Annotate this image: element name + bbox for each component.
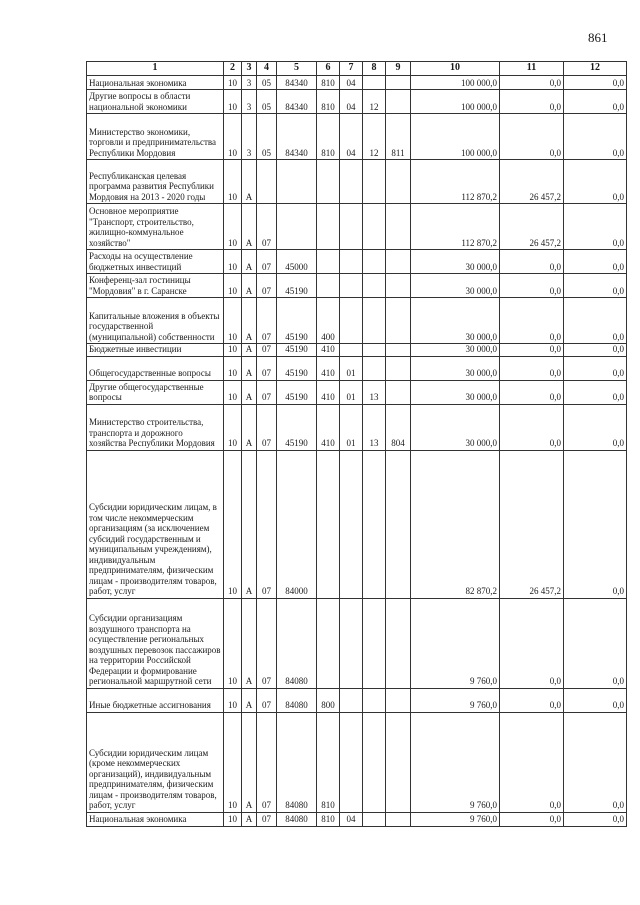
amount-cell: 100 000,0 — [411, 90, 500, 114]
code-cell: 10 — [224, 404, 242, 450]
code-cell: 07 — [257, 344, 277, 357]
code-cell — [386, 76, 411, 90]
table-row — [87, 598, 627, 688]
code-cell: 810 — [317, 812, 340, 826]
code-cell: А — [242, 598, 257, 688]
row-name-cell: Бюджетные инвестиции — [87, 344, 224, 357]
code-cell — [363, 344, 386, 357]
code-cell: 10 — [224, 688, 242, 712]
amount-cell: 0,0 — [564, 76, 627, 90]
amount-cell: 26 457,2 — [500, 160, 564, 204]
col-header: 10 — [411, 62, 500, 76]
code-cell: 04 — [340, 114, 363, 160]
code-cell: 07 — [257, 250, 277, 274]
code-cell: 07 — [257, 450, 277, 598]
code-cell: 10 — [224, 274, 242, 298]
amount-cell: 30 000,0 — [411, 250, 500, 274]
amount-cell: 0,0 — [564, 344, 627, 357]
row-name-cell: Республиканская целевая программа развития Республики Мордовия на 2013 - 2020 годы — [87, 160, 224, 204]
row-name-cell: Национальная экономика — [87, 812, 224, 826]
table-body — [87, 76, 627, 827]
row-name-cell: Конференц-зал гостиницы "Мордовия" в г. Саранске — [87, 274, 224, 298]
row-name-cell: Субсидии юридическим лицам (кроме некоммерческих организаций), индивидуальным предпринимателям, физическим лицам - производителям товаров, работ, услуг — [87, 712, 224, 812]
code-cell: 10 — [224, 250, 242, 274]
amount-cell: 0,0 — [564, 688, 627, 712]
code-cell — [386, 598, 411, 688]
code-cell — [340, 274, 363, 298]
code-cell: 04 — [340, 812, 363, 826]
code-cell — [363, 250, 386, 274]
code-cell: 810 — [317, 114, 340, 160]
code-cell — [363, 598, 386, 688]
code-cell — [317, 274, 340, 298]
amount-cell: 30 000,0 — [411, 404, 500, 450]
table-row — [87, 204, 627, 250]
row-name-cell: Другие общегосударственные вопросы — [87, 380, 224, 404]
code-cell: 07 — [257, 404, 277, 450]
code-cell: 10 — [224, 598, 242, 688]
code-cell: 45190 — [277, 344, 317, 357]
amount-cell: 0,0 — [500, 812, 564, 826]
code-cell — [363, 160, 386, 204]
code-cell: 84080 — [277, 598, 317, 688]
row-name-cell: Капитальные вложения в объекты государственной (муниципальной) собственности — [87, 298, 224, 344]
row-name-cell: Национальная экономика — [87, 76, 224, 90]
amount-cell: 30 000,0 — [411, 356, 500, 380]
col-header: 5 — [277, 62, 317, 76]
code-cell — [386, 380, 411, 404]
amount-cell: 9 760,0 — [411, 598, 500, 688]
amount-cell: 0,0 — [500, 356, 564, 380]
code-cell — [363, 76, 386, 90]
code-cell: 01 — [340, 404, 363, 450]
code-cell: 810 — [317, 76, 340, 90]
code-cell: 84080 — [277, 812, 317, 826]
amount-cell: 0,0 — [564, 712, 627, 812]
code-cell — [386, 250, 411, 274]
code-cell — [363, 298, 386, 344]
row-name-cell: Общегосударственные вопросы — [87, 356, 224, 380]
code-cell: 45190 — [277, 356, 317, 380]
col-header: 1 — [87, 62, 224, 76]
table-row — [87, 90, 627, 114]
amount-cell: 0,0 — [564, 114, 627, 160]
code-cell — [363, 712, 386, 812]
code-cell: 05 — [257, 90, 277, 114]
code-cell: 10 — [224, 344, 242, 357]
code-cell: 400 — [317, 298, 340, 344]
amount-cell: 0,0 — [500, 712, 564, 812]
code-cell — [277, 204, 317, 250]
code-cell — [340, 298, 363, 344]
code-cell: А — [242, 356, 257, 380]
col-header: 2 — [224, 62, 242, 76]
code-cell: 45190 — [277, 298, 317, 344]
header-row — [87, 62, 627, 76]
col-header: 12 — [564, 62, 627, 76]
amount-cell: 0,0 — [564, 274, 627, 298]
code-cell: 800 — [317, 688, 340, 712]
code-cell — [317, 160, 340, 204]
amount-cell: 0,0 — [500, 598, 564, 688]
code-cell: А — [242, 812, 257, 826]
code-cell: 13 — [363, 380, 386, 404]
code-cell: 10 — [224, 160, 242, 204]
code-cell — [340, 712, 363, 812]
code-cell: 07 — [257, 204, 277, 250]
amount-cell: 0,0 — [500, 250, 564, 274]
amount-cell: 0,0 — [500, 114, 564, 160]
code-cell — [386, 90, 411, 114]
col-header: 4 — [257, 62, 277, 76]
table-row — [87, 356, 627, 380]
code-cell: 84080 — [277, 688, 317, 712]
page-number: 861 — [588, 30, 608, 45]
code-cell: 04 — [340, 76, 363, 90]
table-row — [87, 160, 627, 204]
table-row — [87, 344, 627, 357]
code-cell: 10 — [224, 712, 242, 812]
col-header: 8 — [363, 62, 386, 76]
code-cell: 10 — [224, 76, 242, 90]
code-cell: 07 — [257, 274, 277, 298]
code-cell — [386, 812, 411, 826]
amount-cell: 0,0 — [564, 160, 627, 204]
col-header: 11 — [500, 62, 564, 76]
code-cell — [340, 344, 363, 357]
code-cell: 3 — [242, 76, 257, 90]
code-cell — [386, 688, 411, 712]
code-cell: А — [242, 688, 257, 712]
code-cell: 05 — [257, 114, 277, 160]
code-cell — [317, 250, 340, 274]
col-header: 7 — [340, 62, 363, 76]
amount-cell: 0,0 — [500, 380, 564, 404]
amount-cell: 30 000,0 — [411, 344, 500, 357]
col-header: 9 — [386, 62, 411, 76]
code-cell: 84000 — [277, 450, 317, 598]
amount-cell: 0,0 — [564, 250, 627, 274]
code-cell: 13 — [363, 404, 386, 450]
code-cell — [340, 250, 363, 274]
code-cell: 410 — [317, 404, 340, 450]
code-cell — [317, 450, 340, 598]
table-row — [87, 404, 627, 450]
code-cell: 410 — [317, 380, 340, 404]
row-name-cell: Другие вопросы в области национальной экономики — [87, 90, 224, 114]
amount-cell: 30 000,0 — [411, 298, 500, 344]
table-row — [87, 688, 627, 712]
amount-cell: 112 870,2 — [411, 204, 500, 250]
amount-cell: 0,0 — [500, 90, 564, 114]
amount-cell: 112 870,2 — [411, 160, 500, 204]
amount-cell: 9 760,0 — [411, 812, 500, 826]
code-cell — [363, 274, 386, 298]
row-name-cell: Основное мероприятие "Транспорт, строительство, жилищно-коммунальное хозяйство" — [87, 204, 224, 250]
code-cell: 410 — [317, 356, 340, 380]
amount-cell: 9 760,0 — [411, 712, 500, 812]
code-cell: 3 — [242, 114, 257, 160]
code-cell — [363, 688, 386, 712]
amount-cell: 0,0 — [500, 344, 564, 357]
code-cell: 10 — [224, 356, 242, 380]
amount-cell: 26 457,2 — [500, 204, 564, 250]
row-name-cell: Субсидии юридическим лицам, в том числе некоммерческим организациям (за исключением субсидий государственным и муниципальным учреждениям), индивидуальным предпринимателям, физическим лицам - производителям товаров, работ, услуг — [87, 450, 224, 598]
amount-cell: 0,0 — [500, 404, 564, 450]
code-cell: 84080 — [277, 712, 317, 812]
amount-cell: 0,0 — [500, 76, 564, 90]
code-cell: 07 — [257, 812, 277, 826]
code-cell: 10 — [224, 90, 242, 114]
code-cell: 04 — [340, 90, 363, 114]
code-cell: 05 — [257, 76, 277, 90]
code-cell — [340, 204, 363, 250]
code-cell: 804 — [386, 404, 411, 450]
budget-table — [86, 61, 627, 827]
code-cell: 07 — [257, 688, 277, 712]
code-cell: А — [242, 160, 257, 204]
amount-cell: 26 457,2 — [500, 450, 564, 598]
row-name-cell: Расходы на осуществление бюджетных инвестиций — [87, 250, 224, 274]
amount-cell: 0,0 — [564, 404, 627, 450]
amount-cell: 0,0 — [564, 90, 627, 114]
code-cell: А — [242, 450, 257, 598]
table-row — [87, 712, 627, 812]
code-cell — [386, 274, 411, 298]
code-cell: 10 — [224, 380, 242, 404]
code-cell: 10 — [224, 450, 242, 598]
amount-cell: 9 760,0 — [411, 688, 500, 712]
code-cell — [317, 598, 340, 688]
code-cell: 10 — [224, 812, 242, 826]
amount-cell: 0,0 — [500, 298, 564, 344]
amount-cell: 0,0 — [500, 274, 564, 298]
code-cell — [363, 450, 386, 598]
code-cell: А — [242, 712, 257, 812]
amount-cell: 0,0 — [564, 356, 627, 380]
amount-cell: 82 870,2 — [411, 450, 500, 598]
code-cell: А — [242, 344, 257, 357]
code-cell — [277, 160, 317, 204]
code-cell: 01 — [340, 380, 363, 404]
code-cell: 84340 — [277, 90, 317, 114]
code-cell: 410 — [317, 344, 340, 357]
code-cell — [386, 344, 411, 357]
amount-cell: 0,0 — [500, 688, 564, 712]
table-row — [87, 76, 627, 90]
code-cell — [386, 204, 411, 250]
amount-cell: 0,0 — [564, 598, 627, 688]
amount-cell: 0,0 — [564, 380, 627, 404]
amount-cell: 100 000,0 — [411, 114, 500, 160]
code-cell: 07 — [257, 356, 277, 380]
code-cell — [340, 688, 363, 712]
code-cell: 84340 — [277, 114, 317, 160]
code-cell — [363, 356, 386, 380]
code-cell: А — [242, 380, 257, 404]
amount-cell: 0,0 — [564, 812, 627, 826]
row-name-cell: Министерство экономики, торговли и предпринимательства Республики Мордовия — [87, 114, 224, 160]
code-cell: А — [242, 274, 257, 298]
code-cell: 07 — [257, 298, 277, 344]
code-cell — [257, 160, 277, 204]
code-cell — [317, 204, 340, 250]
code-cell: 810 — [317, 90, 340, 114]
code-cell: 07 — [257, 380, 277, 404]
code-cell — [363, 812, 386, 826]
row-name-cell: Иные бюджетные ассигнования — [87, 688, 224, 712]
code-cell: 45190 — [277, 404, 317, 450]
code-cell: 10 — [224, 204, 242, 250]
code-cell: 45190 — [277, 380, 317, 404]
table-row — [87, 450, 627, 598]
code-cell — [386, 160, 411, 204]
code-cell — [340, 450, 363, 598]
code-cell — [386, 298, 411, 344]
table-row — [87, 250, 627, 274]
amount-cell: 100 000,0 — [411, 76, 500, 90]
code-cell: 45190 — [277, 274, 317, 298]
code-cell — [340, 160, 363, 204]
amount-cell: 0,0 — [564, 298, 627, 344]
col-header: 6 — [317, 62, 340, 76]
code-cell: 45000 — [277, 250, 317, 274]
code-cell — [340, 598, 363, 688]
code-cell: 07 — [257, 598, 277, 688]
code-cell — [363, 204, 386, 250]
code-cell: 07 — [257, 712, 277, 812]
table-row — [87, 114, 627, 160]
amount-cell: 0,0 — [564, 204, 627, 250]
col-header: 3 — [242, 62, 257, 76]
code-cell: 10 — [224, 114, 242, 160]
code-cell: А — [242, 204, 257, 250]
code-cell: 12 — [363, 114, 386, 160]
code-cell — [386, 712, 411, 812]
table-row — [87, 298, 627, 344]
code-cell: 01 — [340, 356, 363, 380]
code-cell — [386, 450, 411, 598]
code-cell: 811 — [386, 114, 411, 160]
table-row — [87, 812, 627, 826]
code-cell: 10 — [224, 298, 242, 344]
code-cell: 3 — [242, 90, 257, 114]
code-cell: А — [242, 404, 257, 450]
row-name-cell: Министерство строительства, транспорта и дорожного хозяйства Республики Мордовия — [87, 404, 224, 450]
code-cell: А — [242, 298, 257, 344]
code-cell: 84340 — [277, 76, 317, 90]
code-cell: 12 — [363, 90, 386, 114]
amount-cell: 30 000,0 — [411, 380, 500, 404]
table-row — [87, 274, 627, 298]
code-cell: А — [242, 250, 257, 274]
table-row — [87, 380, 627, 404]
code-cell — [386, 356, 411, 380]
amount-cell: 30 000,0 — [411, 274, 500, 298]
amount-cell: 0,0 — [564, 450, 627, 598]
row-name-cell: Субсидии организациям воздушного транспорта на осуществление региональных воздушных перевозок пассажиров на территории Российской Федерации и формирование региональной маршрутной сети — [87, 598, 224, 688]
code-cell: 810 — [317, 712, 340, 812]
